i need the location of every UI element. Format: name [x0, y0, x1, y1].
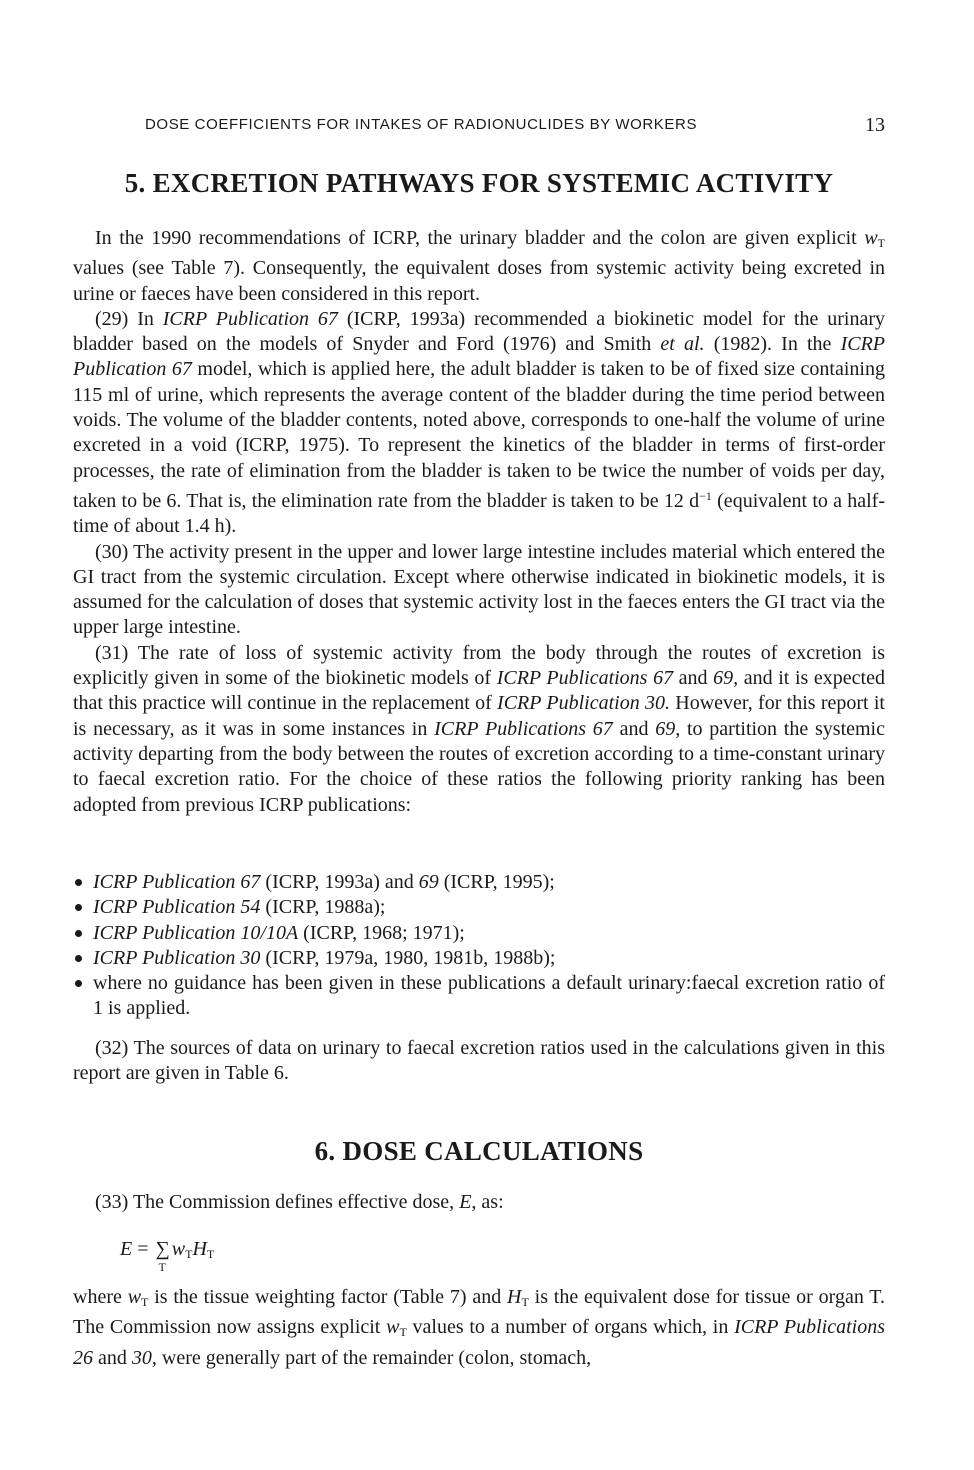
list-item: ICRP Publication 30 (ICRP, 1979a, 1980, 1981b, 1988b); — [73, 946, 885, 971]
paragraph-intro: In the 1990 recommendations of ICRP, the urinary bladder and the colon are given explicit $w_T$ values (see Table 7). Consequently, the equivalent doses from systemic activity being excreted in urine or faeces have been considered in this report. — [73, 227, 885, 305]
paragraph-33-continued: where $w_T$ is the tissue weighting factor (Table 7) and $H_T$ is the equivalent dose for tissue or organ T. The Commission now assigns explicit $w_T$ values to a number of organs which, in ICRP Publications 26 and 30, were generally part of the remainder (colon, stomach, — [73, 1286, 886, 1369]
list-item: ICRP Publication 67 (ICRP, 1993a) and 69 (ICRP, 1995); — [73, 870, 885, 895]
list-item: ICRP Publication 54 (ICRP, 1988a); — [73, 895, 885, 920]
list-item: where no guidance has been given in these publications a default urinary:faecal excretion ratio of 1 is applied. — [73, 971, 885, 1022]
priority-list — [73, 870, 885, 1022]
effective-dose-formula: E = ∑ T $w_TH_T$ — [120, 1238, 215, 1274]
paragraph-33-continued-block — [73, 1285, 885, 1371]
running-head — [73, 114, 885, 136]
section-6-heading: 6. DOSE CALCULATIONS — [314, 1136, 644, 1166]
page-number: 13 — [865, 114, 885, 136]
paragraph-29: (29) In ICRP Publication 67 (ICRP, 1993a) recommended a biokinetic model for the urinary bladder based on the models of Snyder and Ford (1976) and Smith et al. (1982). In the ICRP Publication 67 model, which is applied here, the adult bladder is taken to be of fixed size containing 115 ml of urine, which represents the average content of the bladder during the time period between voids. The volume of the bladder contents, noted above, corresponds to one-half the volume of urine excreted in a void (ICRP, 1975). To represent the kinetics of the bladder in terms of first-order processes, the rate of elimination from the bladder is taken to be twice the number of voids per day, taken to be 6. That is, the elimination rate from the bladder is taken to be 12 $d^{-1}$ (equivalent to a half-time of about 1.4 h). — [73, 307, 885, 538]
list-item: ICRP Publication 10/10A (ICRP, 1968; 1971); — [73, 921, 885, 946]
paragraph-31: (31) The rate of loss of systemic activity from the body through the routes of excretion is explicitly given in some of the biokinetic models of ICRP Publications 67 and 69, and it is expected that this practice will continue in the replacement of ICRP Publication 30. However, for this report it is necessary, as it was in some instances in ICRP Publications 67 and 69, to partition the systemic activity departing from the body between the routes of excretion according to a time-constant urinary to faecal excretion ratio. For the choice of these ratios the following priority ranking has been adopted from previous ICRP publications: — [73, 641, 885, 816]
sum-symbol: ∑ — [155, 1238, 170, 1260]
paragraph-33-block — [73, 1190, 885, 1215]
paragraph-32-block — [73, 1036, 885, 1087]
section-5-heading: 5. EXCRETION PATHWAYS FOR SYSTEMIC ACTIVITY — [124, 168, 834, 198]
running-head-title: DOSE COEFFICIENTS FOR INTAKES OF RADIONUCLIDES BY WORKERS — [145, 116, 698, 133]
paragraph-30: (30) The activity present in the upper and lower large intestine includes material which entered the GI tract from the systemic circulation. Except where otherwise indicated in biokinetic models, it is assumed for the calculation of doses that systemic activity lost in the faeces enters the GI tract via the upper large intestine. — [73, 540, 885, 639]
section-5-body — [73, 226, 885, 818]
paragraph-32: (32) The sources of data on urinary to faecal excretion ratios used in the calculations given in this report are given in Table 6. — [73, 1037, 885, 1085]
paragraph-33: (33) The Commission defines effective dose, E, as: — [95, 1191, 504, 1213]
